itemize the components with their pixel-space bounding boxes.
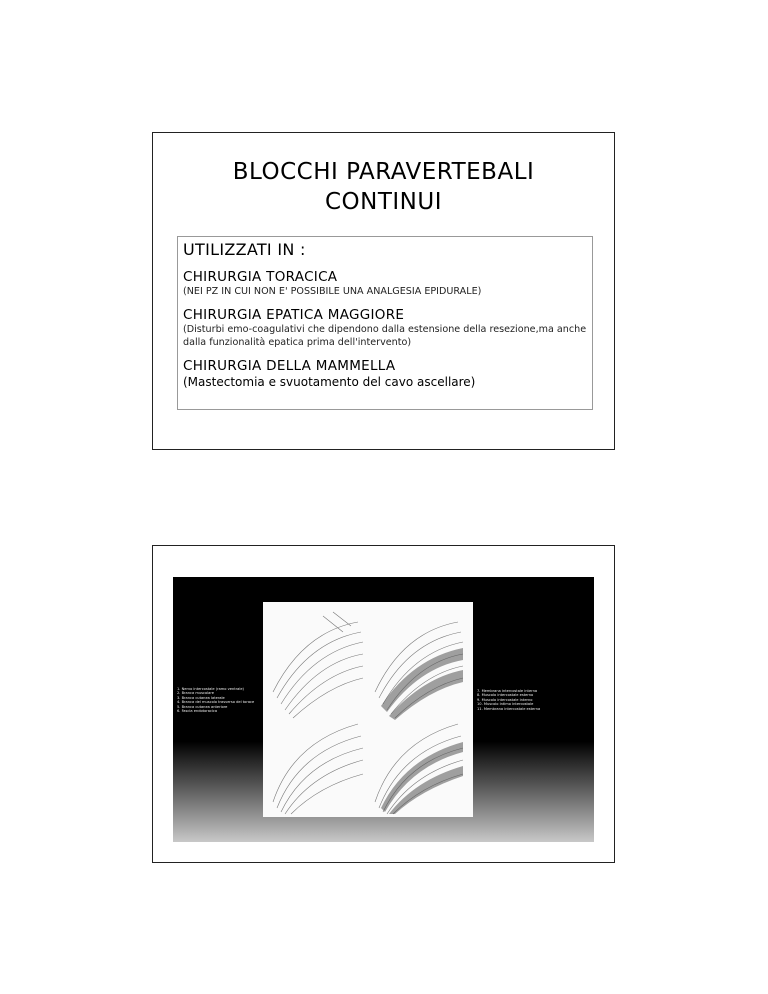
legend-entry: 5. Branca cutanea anteriore <box>177 704 228 709</box>
title-line-1: BLOCCHI PARAVERTEBALI <box>232 159 535 185</box>
image-panel <box>173 577 594 842</box>
item-title: CHIRURGIA TORACICA <box>183 269 338 285</box>
item-note: (NEI PZ IN CUI NON E' POSSIBILE UNA ANALGESIA EPIDURALE) <box>183 286 482 297</box>
rib-cage-drawing <box>263 602 473 817</box>
title-line-2: CONTINUI <box>324 189 443 215</box>
legend-entry: 1. Nervo intercostale (ramo ventrale) <box>177 687 244 691</box>
legend-entry: 9. Muscolo intercostale interno <box>477 697 533 702</box>
content-heading: UTILIZZATI IN : <box>183 240 306 259</box>
anatomy-illustration <box>263 602 473 817</box>
legend-entry: 8. Muscolo intercostale esterno <box>477 693 534 698</box>
list-item <box>183 307 587 349</box>
legend-entry: 10. Muscolo intimo intercostale <box>477 702 534 707</box>
legend-right <box>477 689 540 711</box>
slide-2 <box>152 545 615 863</box>
legend-left <box>177 687 254 713</box>
content-box <box>177 236 593 410</box>
slide-title <box>153 157 614 217</box>
legend-entry: 6. Fascia endotoracica <box>177 709 218 714</box>
item-title: CHIRURGIA DELLA MAMMELLA <box>183 358 396 374</box>
legend-entry: 7. Membrana intercostale interna <box>477 689 538 693</box>
slide-1 <box>152 132 615 450</box>
legend-entry: 3. Branca cutanea laterale <box>177 695 225 700</box>
item-note: (Disturbi emo-coagulativi che dipendono dalla estensione della resezione,ma anche dalla funzionalità epatica prima dell'intervento) <box>183 324 587 348</box>
legend-entry: 2. Branca muscolare <box>177 691 214 696</box>
list-item <box>183 269 587 298</box>
item-note: (Mastectomia e svuotamento del cavo ascellare) <box>183 375 476 389</box>
legend-entry: 4. Branca del muscolo trasverso del torace <box>177 700 255 705</box>
list-item <box>183 358 587 390</box>
item-title: CHIRURGIA EPATICA MAGGIORE <box>183 307 405 323</box>
legend-entry: 11. Membrana intercostale esterna <box>477 706 541 711</box>
